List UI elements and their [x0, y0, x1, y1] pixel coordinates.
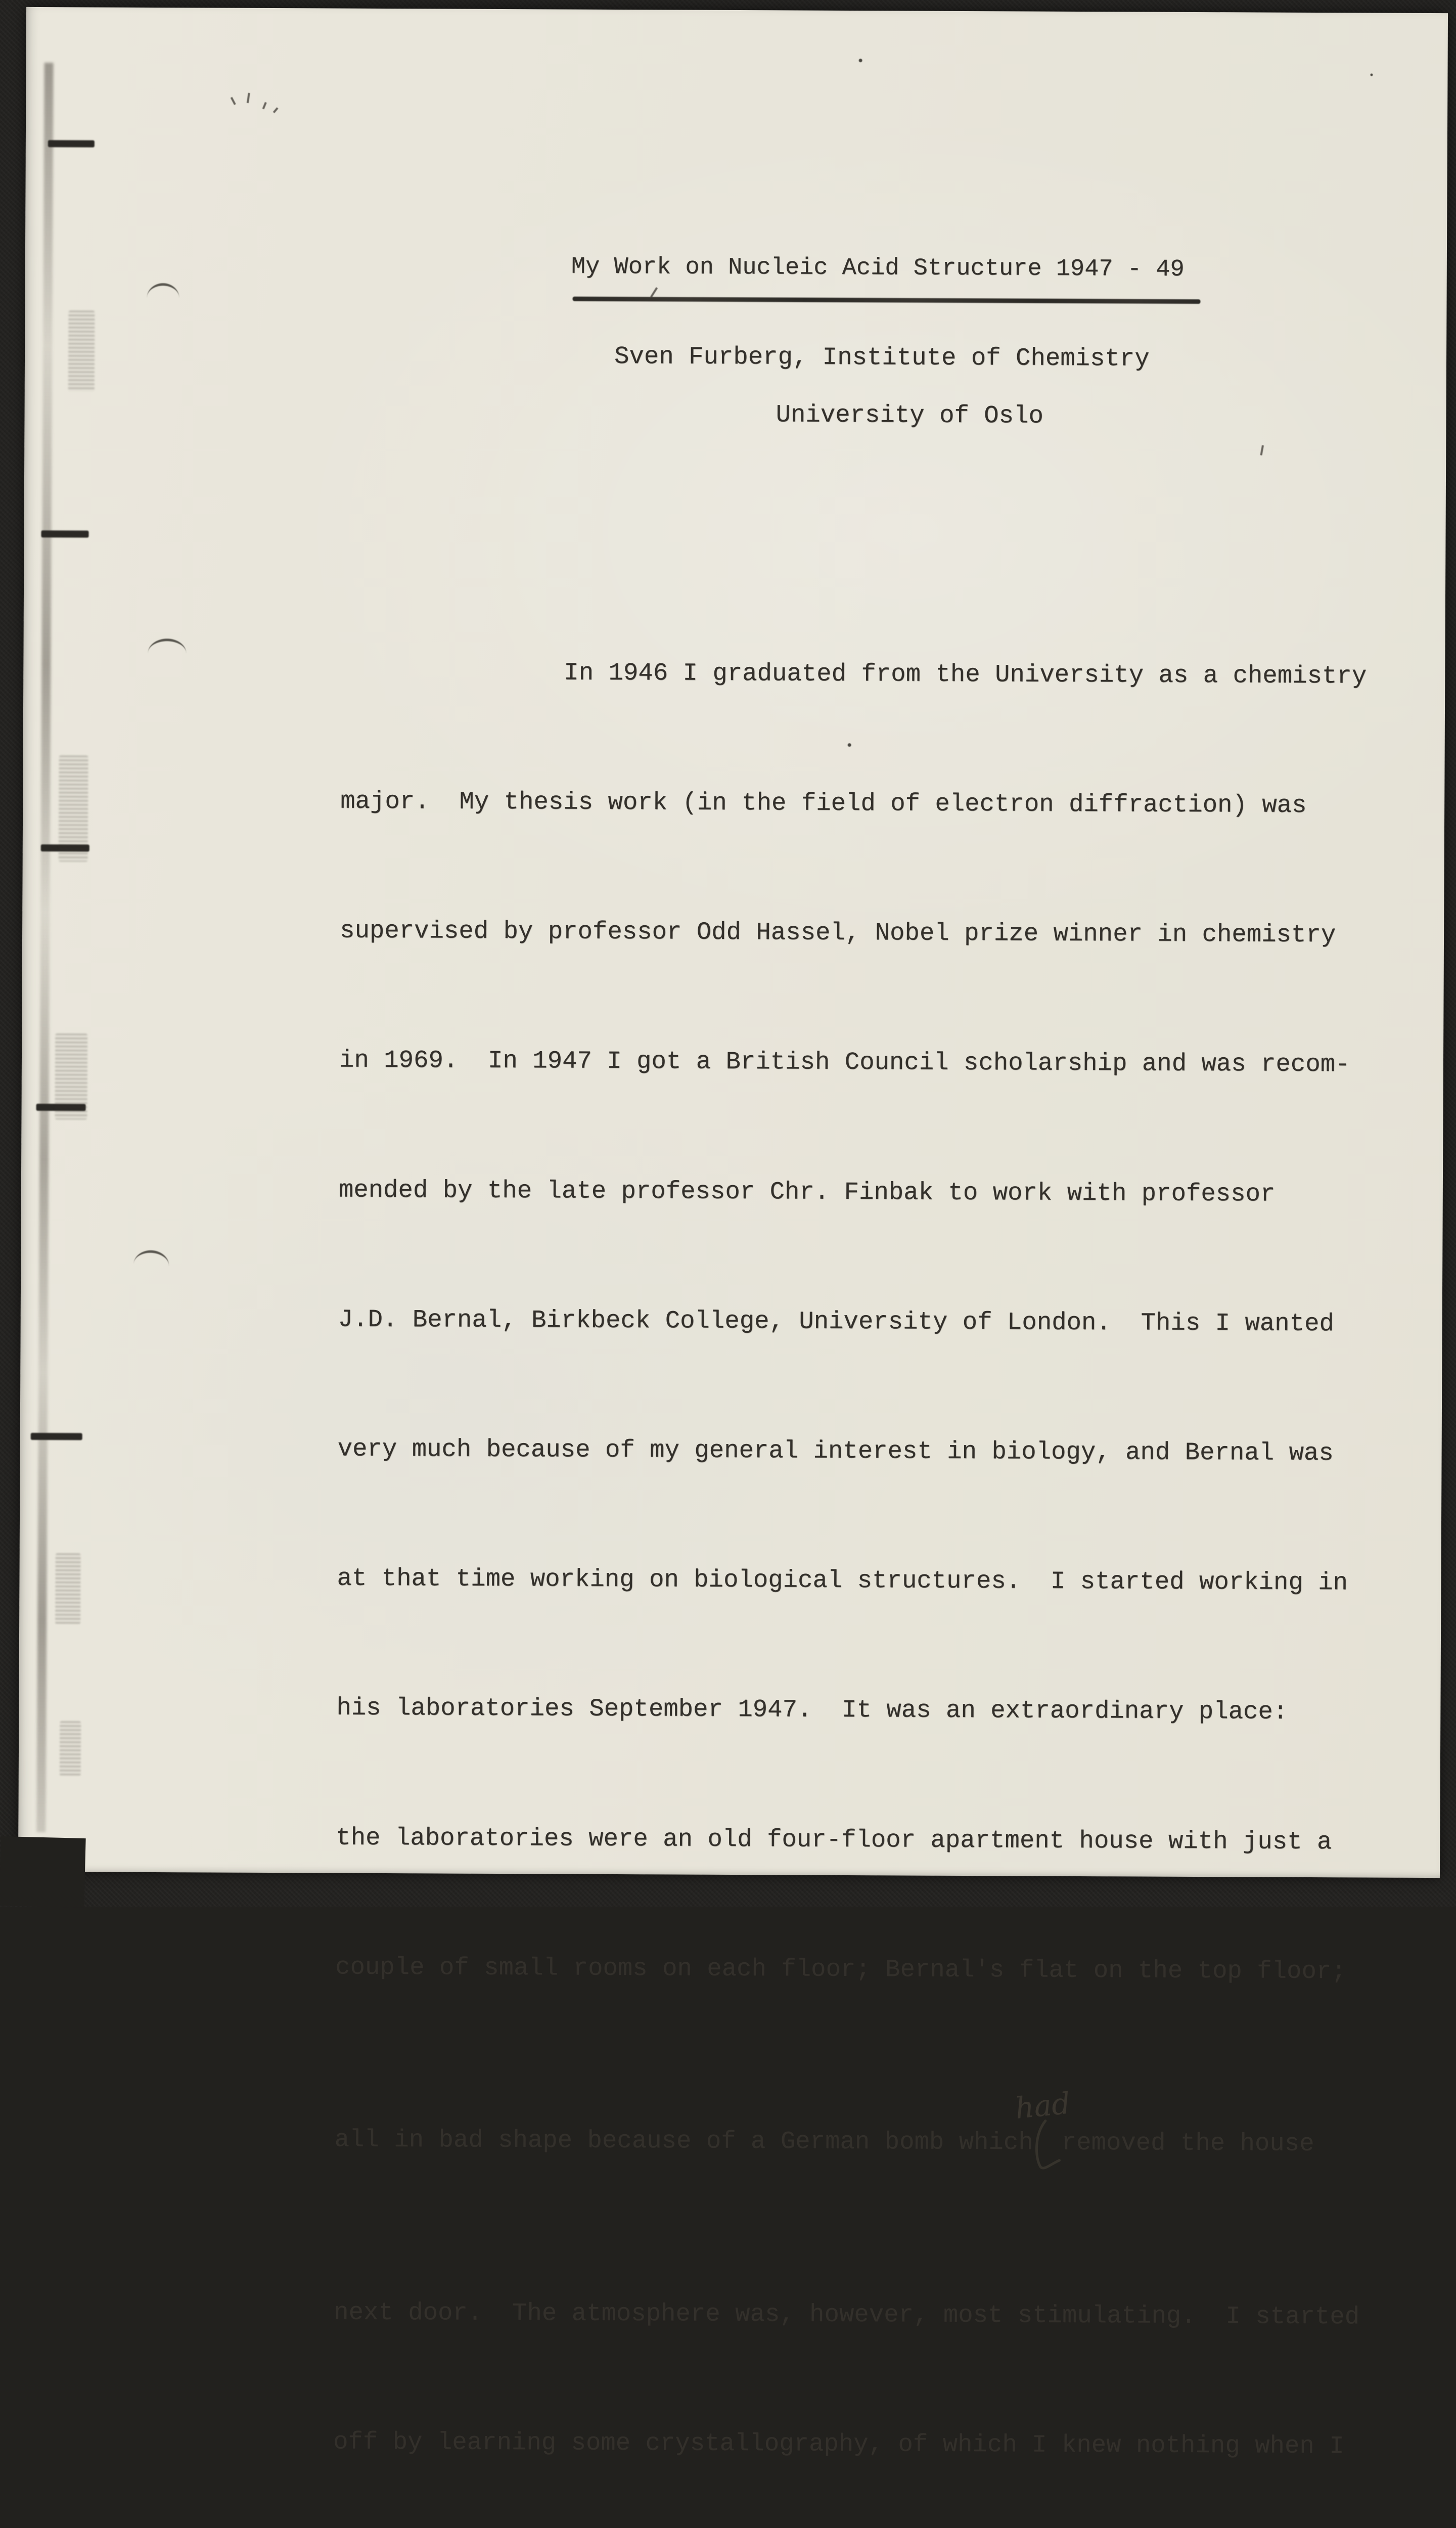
binder-mark: [31, 1433, 82, 1440]
body-text: [323, 564, 1382, 2528]
stray-tick-mark: [650, 287, 658, 298]
pencil-arc-mark: [148, 639, 186, 653]
author-line: Sven Furberg, Institute of Chemistry: [614, 343, 1150, 373]
pencil-scribble: [262, 102, 267, 109]
body-line-segment: removed the house: [1062, 2129, 1314, 2158]
scan-streak: [36, 63, 53, 1832]
body-line: In 1946 I graduated from the University as a chemistry: [341, 650, 1382, 698]
ink-speck: [859, 59, 862, 62]
ink-speck: [1370, 73, 1373, 76]
smudge-mark: [68, 310, 95, 391]
title-underline: [573, 297, 1201, 304]
smudge-mark: [60, 1721, 81, 1776]
body-line: at that time working on biological structures. I started working in: [337, 1557, 1378, 1605]
smudge-mark: [55, 1033, 87, 1119]
body-line: next door. The atmosphere was, however, most stimulating. I started: [334, 2291, 1375, 2339]
stray-tick-mark: [1260, 445, 1264, 455]
insertion-anchor: [1033, 2144, 1062, 2149]
smudge-mark: [59, 755, 88, 862]
body-line: his laboratories September 1947. It was an extraordinary place:: [336, 1687, 1377, 1734]
page-corner-shadow: [0, 1836, 86, 1908]
body-line: couple of small rooms on each floor; Bernal's flat on the top floor;: [335, 1946, 1376, 1993]
caret-mark: [1028, 2118, 1064, 2174]
document-page: [18, 7, 1448, 1878]
smudge-mark: [55, 1553, 81, 1624]
body-line: very much because of my general interest in biology, and Bernal was: [337, 1428, 1378, 1475]
body-line: in 1969. In 1947 I got a British Council scholarship and was recom-: [339, 1039, 1380, 1087]
body-line: J.D. Bernal, Birkbeck College, University of London. This I wanted: [338, 1298, 1379, 1345]
pencil-arc-mark: [133, 1249, 170, 1266]
body-line: supervised by professor Odd Hassel, Nobel prize winner in chemistry: [340, 910, 1381, 957]
binder-mark: [48, 140, 95, 147]
pencil-scribble: [273, 107, 279, 113]
body-line: the laboratories were an old four-floor apartment house with just a: [336, 1816, 1377, 1864]
handwritten-insertion: had: [1013, 2082, 1072, 2131]
binder-mark: [41, 530, 88, 537]
pencil-arc-mark: [147, 283, 179, 298]
body-line: mended by the late professor Chr. Finbak to work with professor: [339, 1168, 1380, 1216]
pencil-scribble: [247, 93, 250, 103]
body-line-segment: all in bad shape because of a German bomb which: [335, 2126, 1033, 2157]
document-title: My Work on Nucleic Acid Structure 1947 - 49: [571, 254, 1185, 283]
body-line-with-insertion: [334, 2118, 1375, 2166]
affiliation-line: University of Oslo: [776, 401, 1043, 430]
pencil-scribble: [231, 97, 236, 105]
body-line: major. My thesis work (in the field of electron diffraction) was: [340, 780, 1381, 828]
body-line: off by learning some crystallography, of which I knew nothing when I: [333, 2421, 1374, 2468]
